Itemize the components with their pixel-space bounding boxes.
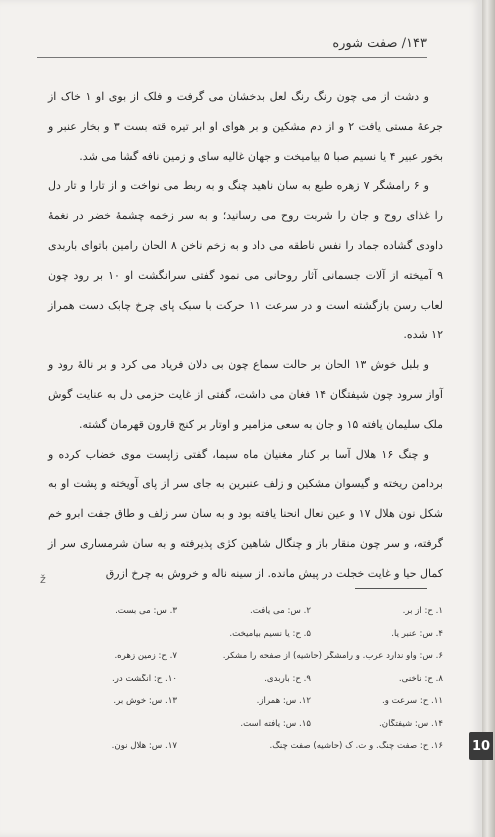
paragraph: و چنگ ۱۶ هلال آسا بر کنار مغنیان ماه سیما، گفتی زاپست موی خضاب کرده و بردامن ریخته و گیسوان مشکین و زلف عنبرین به جای سر از پای آویخته و پشت او به شکل نون هلال ۱۷ و عین نعال انحنا یافته بود و به سان سر زلف و طاق جفت ابرو خم گرفته، و سر چون منقار باز و چنگال شاهین کژی پذیرفته و به سان شرمساری سر از کمال حیا و غایت خجلت در پیش مانده. از سینه ناله و خروش به چرخ ازرق (48, 447, 443, 580)
footnote: ۱۵. س: یافته است. (240, 718, 311, 729)
footnote-row (45, 645, 443, 668)
footnote-row (45, 735, 443, 758)
footnote-row (45, 600, 443, 623)
footnote-divider (355, 588, 427, 589)
body-text (48, 82, 443, 589)
paragraph: و ۶ رامشگر ۷ زهره طبع به سان ناهید چنگ و به ربط می نواخت و از تارا و تار دل را غذای روح و جان را شربت روح می رسانید؛ و به سر زخمه چشمهٔ خضر در نغمهٔ داودی گشاده جماد را نفس ناطقه می داد و به زخم ناخن ۸ الحان رامین باتوای باربدی ۹ آمیخته از آلات جسمانی آثار روحانی می نمود گفتی سرانگشت او ۱۰ بر رود چون لعاب رسن بازگشته است و در سرعت ۱۱ حرکت با سبک پای چرخ چابک دست همراز ۱۲ شده. (48, 179, 443, 342)
footnote: ۱۴. س: شیفتگان. (379, 718, 443, 729)
footnote: ۲. س: می یافت. (250, 606, 311, 617)
footnote-row (45, 623, 443, 646)
footnote: ۱۶. ح: صفت چنگ. و ت. ک (حاشیه) صفت چنگ. (269, 741, 443, 752)
margin-mark: ž (40, 573, 46, 586)
footnote-row (45, 690, 443, 713)
footnote: ۶. س: واو ندارد عرب. و رامشگر (حاشیه) از صفحه را مشکر. (222, 651, 443, 662)
footnote-row (45, 713, 443, 736)
footnote: ۹. ح: باربدی. (264, 673, 311, 684)
running-header (37, 36, 427, 58)
page-edge (482, 0, 495, 837)
footnote: ۷. ح: زمین زهره. (114, 651, 177, 662)
footnote: ۱. ح: از بر. (402, 606, 443, 617)
footnote: ۱۷. س: هلال نون. (111, 741, 177, 752)
footnote: ۳. س: می بست. (115, 606, 177, 617)
footnote: ۸. ح: ناخنی. (398, 673, 443, 684)
paragraph: و بلبل خوش ۱۳ الحان بر حالت سماع چون بی دلان فریاد می کرد و بر نالهٔ رود و آواز سرود چون شیفتگان ۱۴ فغان می داشت، گفتی از غایت حزمی دل به عنایت گوش ملک سلیمان یافته ۱۵ و جان به سعی مزامیر و اوتار بر کنج قارون قهرمان گشته. (48, 358, 443, 431)
footnote: ۴. س: عنبر یا. (391, 628, 443, 639)
page-tab: 10 (469, 732, 493, 760)
footnote: ۱۳. س: خوش بر. (113, 696, 177, 707)
footnote: ۱۱. ح: سرعت و. (382, 696, 443, 707)
footnotes (45, 600, 443, 758)
paragraph: و دشت از می چون رنگ رنگ لعل بدخشان می گرفت و فلک از بوی او ۱ خاک از جرعهٔ مستی یافت ۲ و از دم مشکین و بر هوای او ابر تیره قته بست ۳ و بخار عنبر و بخور عبیر ۴ یا نسیم صبا ۵ بیامیخت و جهان غالیه سای و زمین نافه گشا می شد. (48, 90, 443, 163)
footnote: ۱۲. س: همراز. (256, 696, 311, 707)
footnote-row (45, 668, 443, 691)
footnote: ۱۰. ح: انگشت در. (112, 673, 177, 684)
footnote: ۵. ح: یا نسیم بیامیخت. (229, 628, 311, 639)
header-title: ۱۴۳/ صفت شوره (332, 36, 427, 51)
